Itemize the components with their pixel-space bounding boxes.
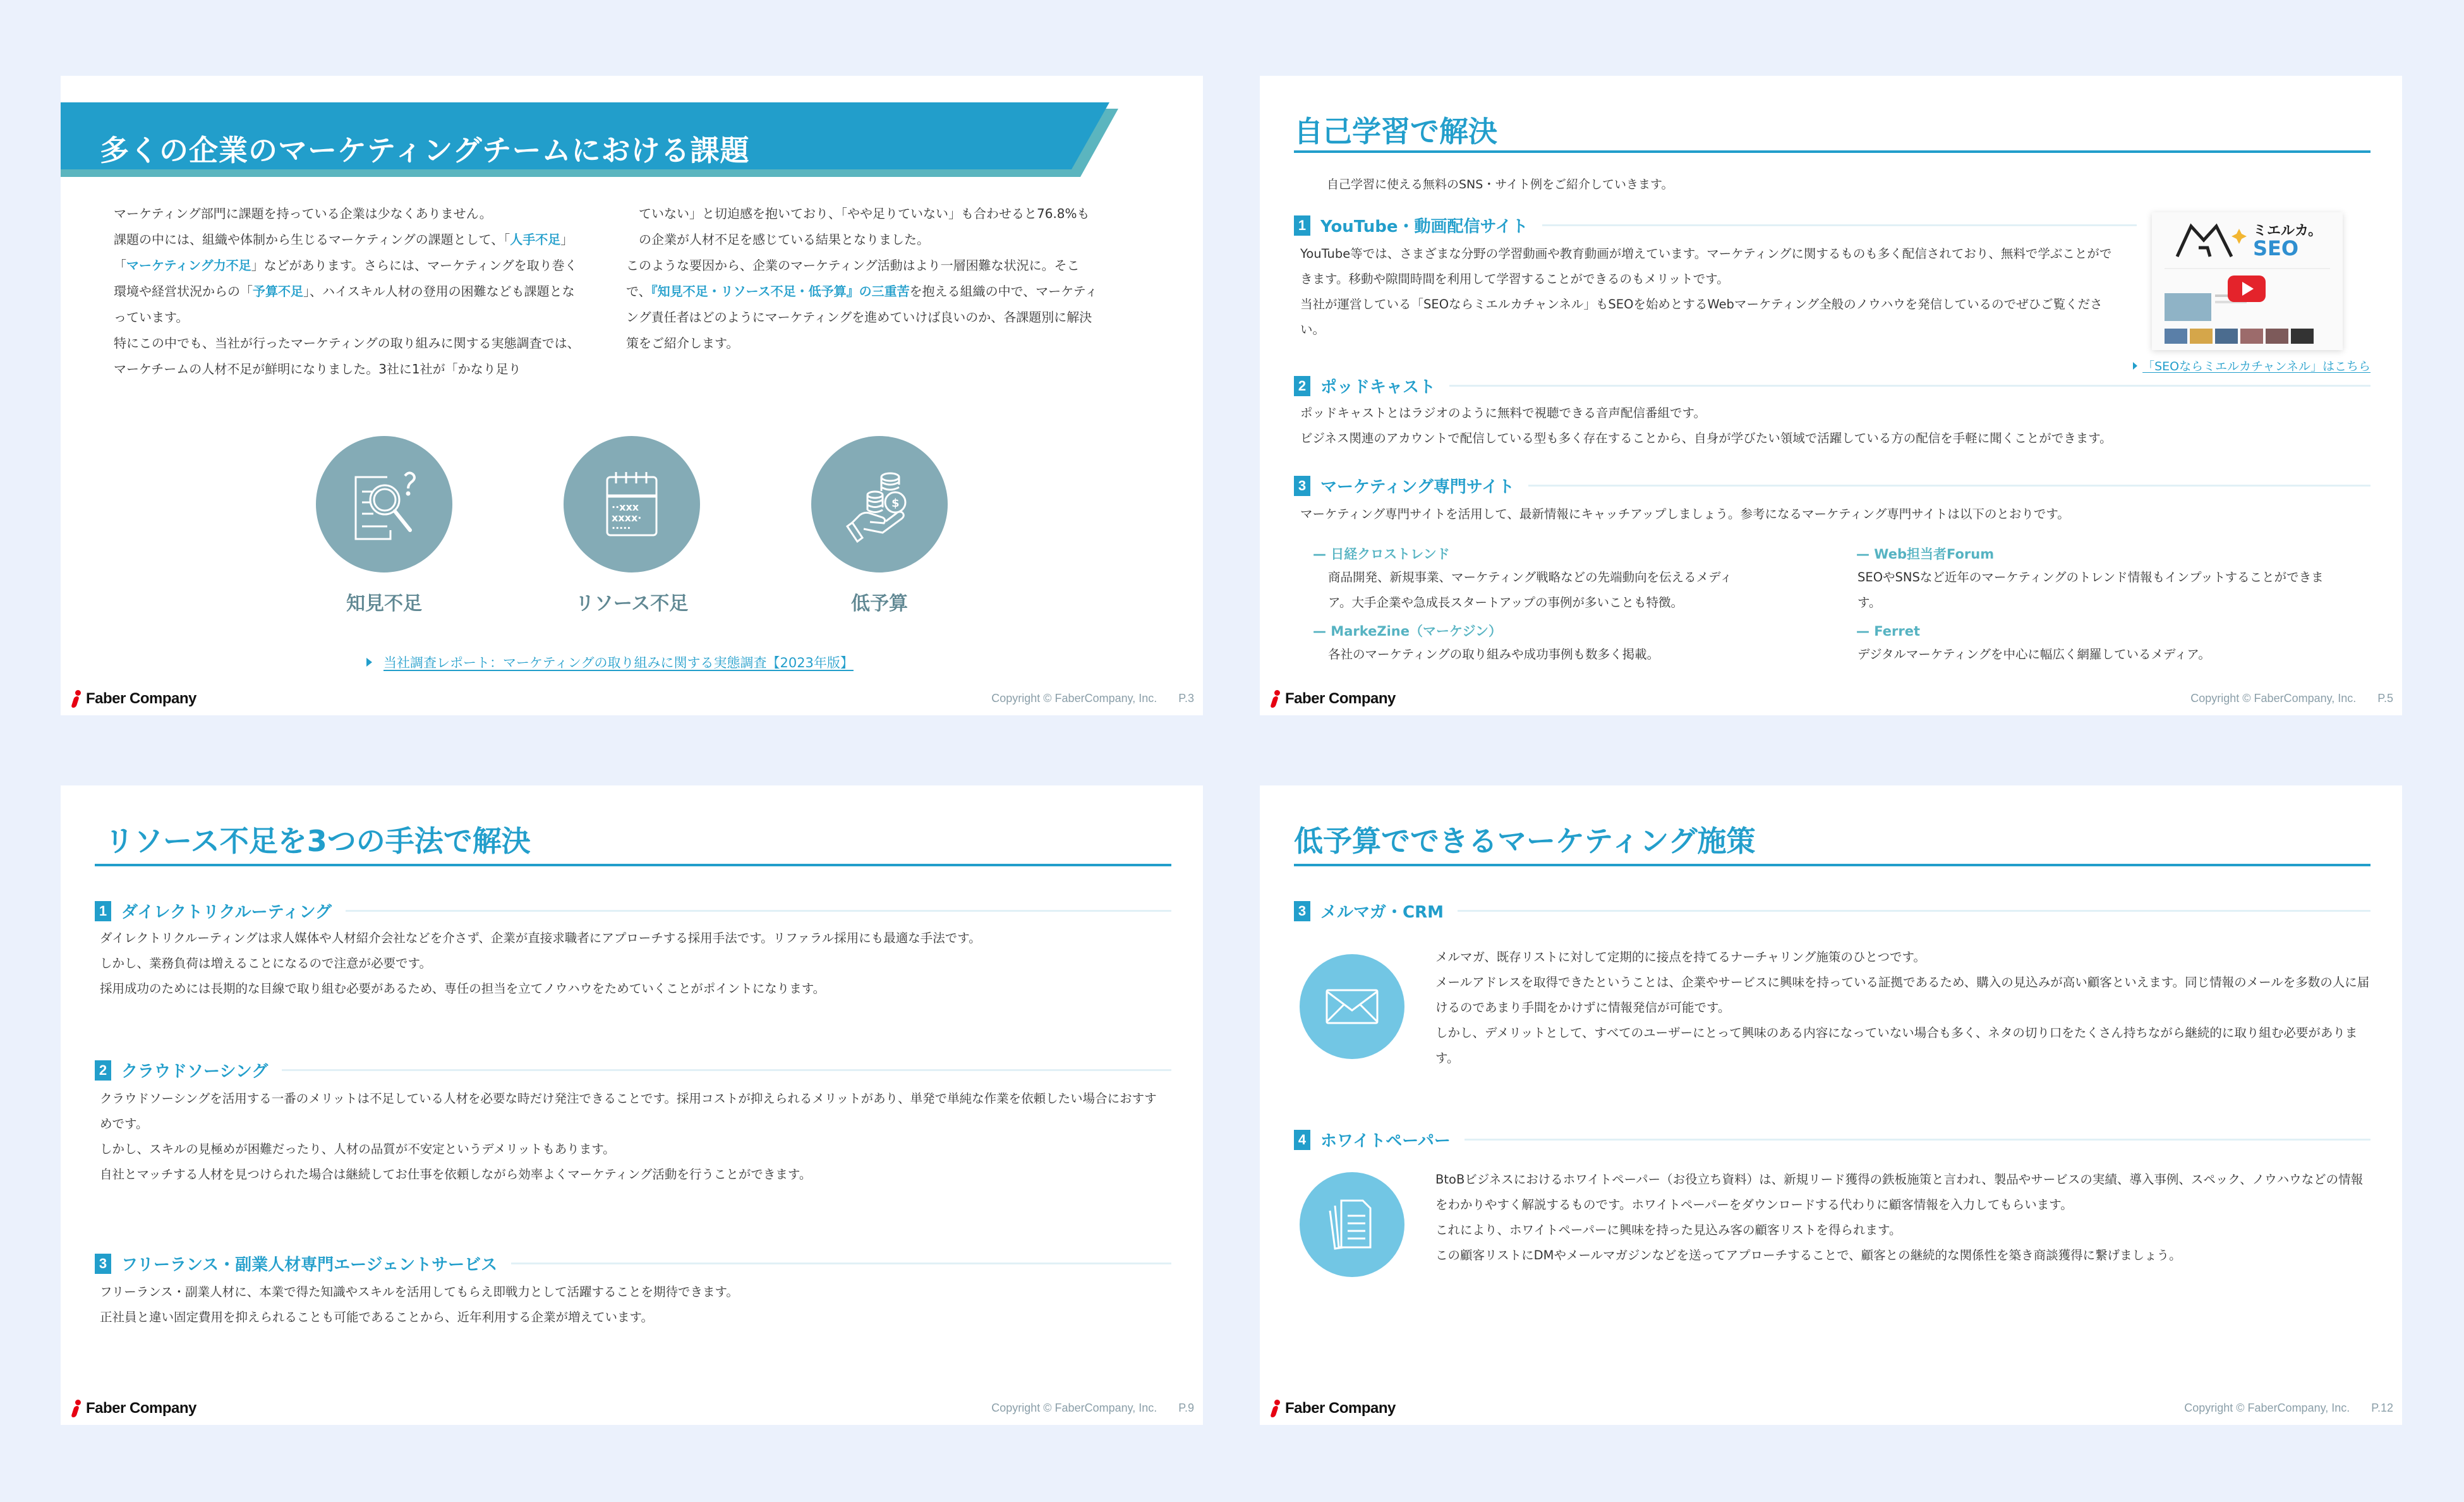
para-text: しかし、業務負荷は増えることになるので注意が必要です。 <box>100 956 432 971</box>
thumbnail-brand-seo: SEO <box>2253 236 2299 260</box>
triangle-bullet-icon <box>366 658 372 667</box>
youtube-play-icon <box>2228 276 2266 302</box>
podcast-text <box>1300 401 2374 451</box>
svg-text:$: $ <box>891 497 900 510</box>
challenge-label: 知見不足 <box>346 593 422 615</box>
svg-text:xxxx·: xxxx· <box>612 512 642 524</box>
section-number-badge: 1 <box>95 901 111 921</box>
slide-p3 <box>61 76 1203 715</box>
site-name: — Web担当者Forum <box>1856 547 1995 562</box>
challenge-label: 低予算 <box>851 593 908 615</box>
section-title: クラウドソーシング <box>121 1062 269 1081</box>
subheading-direct-recruiting <box>95 899 1171 923</box>
para-text: この顧客リストにDMやメールマガジンなどを送ってアプローチすることで、顧客との継続的な関係性を築き商談獲得に繋げましょう。 <box>1435 1248 2182 1263</box>
logo-mark-icon <box>72 690 82 708</box>
section-divider <box>1528 485 2370 487</box>
subheading-marketing-sites <box>1294 474 2370 497</box>
challenge-label: リソース不足 <box>575 593 689 615</box>
section-number-badge: 4 <box>1294 1130 1310 1150</box>
subheading-crowdsourcing <box>95 1058 1171 1082</box>
site-web-tantosha-forum <box>1856 543 2336 615</box>
youtube-text <box>1300 241 2122 342</box>
highlight-text: 予算不足 <box>253 284 303 299</box>
para-text: クラウドソーシングを活用する一番のメリットは不足している人材を必要な時だけ発注できることです。採用コストが抑えられるメリットがあり、単発で単純な作業を依頼したい場合におすすめです。 <box>100 1091 1157 1131</box>
para-text: BtoBビジネスにおけるホワイトペーパー（お役立ち資料）は、新規リード獲得の鉄板施策と言われ、製品やサービスの実績、導入事例、スペック、ノウハウなどの情報をわかりやすく解説するものです。ホワイトペーパーをダウンロードする代わりに顧客情報を入力してもらいます。 <box>1435 1172 2364 1212</box>
highlight-text: 人手不足 <box>510 232 561 247</box>
highlight-text: マーケティング力不足 <box>126 258 251 273</box>
section-divider <box>1465 1139 2370 1141</box>
page-number: P.12 <box>2371 1402 2393 1414</box>
section-number-badge: 2 <box>95 1060 111 1081</box>
crowdsourcing-text <box>100 1086 1168 1187</box>
company-logo <box>72 1400 196 1417</box>
slide-p5 <box>1260 76 2402 715</box>
section-title: マーケティング専門サイト <box>1320 478 1515 497</box>
company-logo <box>1271 1400 1396 1417</box>
section-divider <box>511 1263 1171 1264</box>
svg-text:·····: ····· <box>612 522 631 534</box>
site-nikkei-xtrend <box>1313 543 1755 615</box>
title-rule <box>1294 150 2370 153</box>
challenge-knowledge <box>316 436 452 615</box>
site-description: SEOやSNSなど近年のマーケティングのトレンド情報もインプットすることができます。 <box>1857 570 2324 610</box>
para-text: 特にこの中でも、当社が行ったマーケティングの取り組みに関する実態調査では、マーケチームの人材不足が鮮明になりました。3社に1社が「かなり足り <box>114 336 580 377</box>
para-text: メルマガ、既存リストに対して定期的に接点を持てるナーチャリング施策のひとつです。 <box>1435 950 1926 964</box>
slide-p9 <box>61 785 1203 1425</box>
coins-hand-icon <box>811 436 948 572</box>
marketing-sites-text: マーケティング専門サイトを活用して、最新情報にキャッチアップしましょう。参考になるマーケティング専門サイトは以下のとおりです。 <box>1300 507 2070 521</box>
direct-recruiting-text <box>100 926 1174 1002</box>
para-text: しかし、デメリットとして、すべてのユーザーにとって興味のある内容になっていない場合も多く、ネタの切り口をたくさん持ちながら継続的に取り組む必要があります。 <box>1435 1026 2358 1065</box>
copyright-text: Copyright © FaberCompany, Inc. <box>991 1402 1157 1414</box>
subheading-freelance-agent <box>95 1252 1171 1275</box>
para-text: メールアドレスを取得できたということは、企業やサービスに興味を持っている証拠であるため、購入の見込みが高い顧客といえます。同じ情報のメールを多数の人に届けるのであまり手間をかけずに情報発信が可能です。 <box>1435 975 2370 1015</box>
section-divider <box>282 1069 1171 1071</box>
section-number-badge: 3 <box>1294 901 1310 921</box>
company-name: Faber Company <box>1285 690 1396 707</box>
title-rule <box>1294 864 2370 866</box>
section-divider <box>1542 224 2137 226</box>
section-number-badge: 2 <box>1294 376 1310 396</box>
section-title: メルマガ・CRM <box>1320 903 1444 922</box>
para-text: しかし、スキルの見極めが困難だったり、人材の品質が不安定というデメリットもあります。 <box>100 1142 615 1156</box>
section-divider <box>346 910 1171 912</box>
para-text: 」「 <box>114 232 574 273</box>
channel-link[interactable] <box>2133 357 2370 374</box>
para-text: このような要因から、企業のマーケティング活動はより一層困難な状況に。そこで、 <box>626 258 1080 299</box>
site-name: — MarkeZine（マーケジン） <box>1313 624 1502 639</box>
slide-p12 <box>1260 785 2402 1425</box>
documents-icon <box>1300 1172 1404 1277</box>
subheading-podcast <box>1294 374 2370 397</box>
page-number: P.3 <box>1178 692 1194 705</box>
slide-footer <box>991 692 1194 705</box>
intro-left-column <box>114 201 587 382</box>
slide-footer <box>991 1402 1194 1415</box>
para-text: ていない」と切迫感を抱いており、「やや足りていない」も合わせると76.8%もの企業が人材不足を感じている結果となりました。 <box>639 206 1090 247</box>
para-text: これにより、ホワイトペーパーに興味を持った見込み客の顧客リストを得られます。 <box>1435 1223 1902 1237</box>
copyright-text: Copyright © FaberCompany, Inc. <box>2190 692 2357 705</box>
highlight-text: 『知見不足・リソース不足・低予算』の三重苦 <box>651 284 910 299</box>
para-text: 採用成功のためには長期的な目線で取り組む必要があるため、専任の担当を立てノウハウをためていくことがポイントになります。 <box>100 981 826 996</box>
subheading-youtube <box>1294 214 2137 237</box>
site-description: 商品開発、新規事業、マーケティング戦略などの先端動向を伝えるメディア。大手企業や急成長スタートアップの事例が多いことも特徴。 <box>1328 570 1732 610</box>
company-name: Faber Company <box>86 1400 196 1417</box>
challenge-resource <box>564 436 700 615</box>
intro-text: 自己学習に使える無料のSNS・サイト例をご紹介していきます。 <box>1327 178 1674 191</box>
para-text: ポッドキャストとはラジオのように無料で視聴できる音声配信番組です。 <box>1300 406 1706 420</box>
para-text: を抱える組織の中で、マーケティング責任者はどのようにマーケティングを進めていけば良いのか、各課題別に解決策をご紹介します。 <box>626 284 1098 351</box>
page-number: P.9 <box>1178 1402 1194 1414</box>
copyright-text: Copyright © FaberCompany, Inc. <box>991 692 1157 705</box>
subheading-newsletter-crm <box>1294 899 2370 923</box>
site-description: 各社のマーケティングの取り組みや成功事例も数多く掲載。 <box>1328 647 1660 662</box>
section-title: ダイレクトリクルーティング <box>121 903 332 922</box>
para-text: YouTube等では、さまざまな分野の学習動画や教育動画が増えています。マーケティングに関するものも多く配信されており、無料で学ぶことができます。移動や隙間時間を利用して学習することができるのもメリットです。 <box>1300 246 2112 286</box>
title-banner <box>61 102 1118 177</box>
youtube-channel-thumbnail[interactable] <box>2152 212 2343 350</box>
triangle-bullet-icon <box>2133 362 2137 370</box>
site-description: デジタルマーケティングを中心に幅広く網羅しているメディア。 <box>1857 647 2211 662</box>
section-title: ホワイトペーパー <box>1320 1132 1451 1151</box>
slide-title: 自己学習で解決 <box>1294 114 1497 148</box>
para-text: マーケティング部門に課題を持っている企業は少なくありません。 <box>114 206 492 221</box>
logo-mark-icon <box>1271 690 1281 708</box>
svg-text:··xxx: ··xxx <box>612 501 639 513</box>
slide-title: 低予算でできるマーケティング施策 <box>1294 824 1756 858</box>
slide-title: 多くの企業のマーケティングチームにおける課題 <box>100 133 750 167</box>
channel-link-text[interactable]: 「SEOならミエルカチャンネル」はこちら <box>2142 360 2370 373</box>
section-number-badge: 3 <box>95 1254 111 1274</box>
document-search-icon <box>316 436 452 572</box>
calendar-icon <box>564 436 700 572</box>
para-text: 正社員と違い固定費用を抑えられることも可能であることから、近年利用する企業が増えています。 <box>100 1310 653 1324</box>
challenge-budget <box>811 436 948 615</box>
intro-right-column <box>626 201 1099 382</box>
survey-report-link[interactable] <box>366 653 854 672</box>
logo-mark-icon <box>72 1400 82 1417</box>
company-name: Faber Company <box>1285 1400 1396 1417</box>
slide-footer <box>2184 1402 2393 1415</box>
freelance-agent-text <box>100 1280 1174 1330</box>
subheading-whitepaper <box>1294 1128 2370 1151</box>
section-divider <box>1458 910 2370 912</box>
thumbnail-brand-text: ミエルカ。 <box>2253 223 2322 239</box>
section-number-badge: 3 <box>1294 476 1310 496</box>
channel-screenshot <box>2152 212 2343 350</box>
para-text: 課題の中には、組織や体制から生じるマーケティングの課題として、「 <box>114 232 510 247</box>
site-ferret <box>1856 621 2311 667</box>
site-name: — 日経クロストレンド <box>1313 547 1450 562</box>
section-number-badge: 1 <box>1294 215 1310 236</box>
slide-footer <box>2190 692 2393 705</box>
logo-mark-icon <box>1271 1400 1281 1417</box>
whitepaper-text <box>1435 1167 2370 1268</box>
para-text: 」、ハイスキル人材の登用の困難なども課題となっています。 <box>114 284 575 325</box>
para-text: 当社が運営している「SEOならミエルカチャンネル」もSEOを始めとするWebマーケティング全般のノウハウを発信しているのでぜひご覧ください。 <box>1300 297 2103 337</box>
para-text: ダイレクトリクルーティングは求人媒体や人材紹介会社などを介さず、企業が直接求職者にアプローチする採用手法です。リファラル採用にも最適な手法です。 <box>100 931 981 945</box>
section-divider <box>1449 385 2370 387</box>
company-name: Faber Company <box>86 690 196 707</box>
challenge-icons <box>316 436 948 615</box>
para-text: 」などがあります。さらには、マーケティングを取り巻く環境や経営状況からの「 <box>114 258 577 299</box>
intro-text <box>114 201 1099 382</box>
title-rule <box>95 864 1171 866</box>
company-logo <box>72 690 196 708</box>
site-markezine <box>1313 621 1768 667</box>
section-title: フリーランス・副業人材専門エージェントサービス <box>121 1256 498 1275</box>
para-text: ビジネス関連のアカウントで配信している型も多く存在することから、自身が学びたい領域で活躍している方の配信を手軽に聞くことができます。 <box>1300 431 2112 445</box>
survey-report-link-text[interactable]: 当社調査レポート：マーケティングの取り組みに関する実態調査【2023年版】 <box>383 655 854 670</box>
copyright-text: Copyright © FaberCompany, Inc. <box>2184 1402 2350 1414</box>
newsletter-crm-text <box>1435 945 2370 1071</box>
company-logo <box>1271 690 1396 708</box>
section-title: YouTube・動画配信サイト <box>1320 217 1528 236</box>
page-number: P.5 <box>2377 692 2393 705</box>
slide-title: リソース不足を3つの手法で解決 <box>105 824 531 858</box>
site-name: — Ferret <box>1856 624 1921 639</box>
para-text: フリーランス・副業人材に、本業で得た知識やスキルを活用してもらえ即戦力として活躍することを期待できます。 <box>100 1285 739 1299</box>
section-title: ポッドキャスト <box>1320 378 1436 397</box>
para-text: 自社とマッチする人材を見つけられた場合は継続してお仕事を依頼しながら効率よくマーケティング活動を行うことができます。 <box>100 1167 812 1182</box>
envelope-icon <box>1300 954 1404 1059</box>
